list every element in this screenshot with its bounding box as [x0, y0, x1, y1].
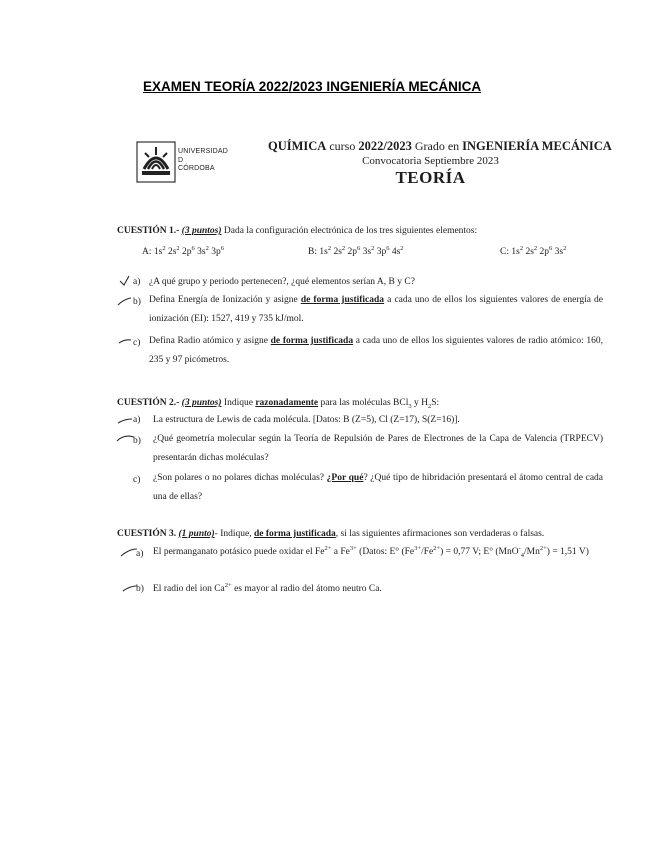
q3-a-text-3: (Datos: E° (Fe: [359, 547, 415, 557]
q1-label: CUESTIÓN 1.-: [117, 226, 180, 236]
q1-c-text-1: Defina Radio atómico y asigne: [149, 336, 268, 346]
q3-a-text-5: ) = 0,77 V; E° (MnO: [440, 547, 519, 557]
charge-sup: 2+: [224, 581, 232, 589]
formula-sub: 4: [520, 551, 525, 559]
q2-b-letter: b): [133, 436, 141, 446]
q3-points: (1 punto): [178, 529, 215, 539]
q3-a-text-4: /Fe: [421, 547, 434, 557]
q3-a-text-2: a Fe: [333, 547, 350, 557]
charge-sup: 2+: [324, 544, 332, 552]
course-year: 2022/2023: [358, 139, 412, 153]
check-mark-icon: [117, 436, 134, 441]
q1-config-b: B: $1s^2$ $2s^2$ $2p^6$ $3s^2$ $3p^6$ $4s^2$: [308, 244, 404, 257]
q3-a-text-6: /Mn: [524, 547, 540, 557]
q2-label: CUESTIÓN 2.-: [117, 398, 180, 408]
check-mark-icon: [119, 340, 131, 343]
q3-b-text-2: es mayor al radio del átomo neutro Ca.: [234, 584, 382, 594]
university-name-line: D: [178, 156, 184, 164]
check-mark-icon: [118, 298, 131, 305]
q3-a-letter: a): [136, 549, 144, 559]
q3-a-text-1: El permanganato potásico puede oxidar el Fe: [153, 547, 325, 557]
q2-prompt-sub2: 2: [427, 402, 432, 410]
page-title: EXAMEN TEORÍA 2022/2023 INGENIERÍA MECÁNICA: [143, 79, 482, 94]
q2-c-letter: c): [133, 475, 141, 485]
q2-prompt-2: para las moléculas BCl: [320, 398, 409, 408]
q2-c-emphasis: ¿Por qué: [326, 473, 364, 483]
config-label: B:: [308, 247, 317, 257]
q2-b-text: ¿Qué geometría molecular según la Teoría de Repulsión de Pares de Electrones de la Capa de Valencia (TRPECV) presentarán dichas moléculas?: [153, 434, 603, 463]
q1-b-letter: b): [133, 297, 141, 307]
q1-b-emphasis: de forma justificada: [300, 295, 385, 305]
q1-c-emphasis: de forma justificada: [270, 336, 354, 346]
q1-points: (3 puntos): [181, 226, 222, 236]
q3-prompt-emphasis: de forma justificada: [253, 529, 336, 539]
q3-prompt-2: , si las siguientes afirmaciones son verdaderas o falsas.: [335, 529, 545, 539]
q3-label: CUESTIÓN 3.: [117, 529, 177, 539]
q1-a-letter: a): [133, 277, 141, 287]
exam-type: TEORÍA: [395, 168, 466, 187]
q3-a-text-7: ) = 1,51 V): [546, 547, 589, 557]
q2-prompt-sub: 3: [408, 402, 412, 410]
exam-call: Convocatoria Septiembre 2023: [362, 155, 499, 167]
q3-b-letter: b): [136, 584, 144, 594]
q1-c-text-2: a cada uno de ellos los siguientes valores de radio atómico: 160, 235 y 97 picómetros.: [149, 336, 604, 365]
q1-config-c: C: $1s^2$ $2s^2$ $2p^6$ $3s^2$: [500, 244, 567, 257]
q3-prompt-1: - Indique,: [214, 529, 252, 539]
university-name-line: UNIVERSIDAD: [178, 148, 229, 155]
q2-c-text-1: ¿Son polares o no polares dichas moléculas?: [153, 473, 324, 483]
subject: QUÍMICA: [268, 139, 327, 153]
university-name-line: CÓRDOBA: [178, 165, 215, 172]
check-mark-icon: [120, 276, 129, 285]
q1-prompt: Dada la configuración electrónica de los tres siguientes elementos:: [223, 226, 478, 236]
q1-b-text-1: Defina Energía de Ionización y asigne: [149, 295, 298, 305]
charge-sup: 2+: [433, 544, 441, 552]
charge-sup: 3+: [414, 544, 422, 552]
q2-prompt-emphasis: razonadamente: [255, 398, 319, 408]
check-mark-icon: [121, 549, 137, 556]
charge-sup: -: [518, 544, 521, 552]
config-label: A:: [142, 247, 152, 257]
q1-a-text: ¿A qué grupo y periodo pertenecen?, ¿qué elementos serían A, B y C?: [149, 277, 415, 287]
check-mark-icon: [118, 419, 132, 423]
q2-prompt-4: S:: [431, 398, 440, 408]
q1-b-text-2: a cada uno de ellos los siguientes valores de energía de ionización (EI): 1527, 419 y 735 kJ/mol.: [149, 295, 604, 324]
q2-a-text: La estructura de Lewis de cada molécula. [Datos: B (Z=5), Cl (Z=17), S(Z=16)].: [153, 415, 460, 425]
q2-prompt-1: Indique: [223, 398, 253, 408]
q2-a-letter: a): [133, 415, 141, 425]
grade: INGENIERÍA MECÁNICA: [462, 139, 612, 153]
charge-sup: 3+: [349, 544, 357, 552]
q3-b-text-1: El radio del ion Ca: [153, 584, 225, 594]
q2-points: (3 puntos): [181, 398, 222, 408]
q1-config-a: A: $1s^2$ $2s^2$ $2p^6$ $3s^2$ $3p^6$: [142, 244, 224, 257]
q2-c-text-2: ? ¿Qué tipo de hibridación presentará el átomo central de cada una de ellas?: [153, 473, 603, 502]
q2-prompt-3: y H: [413, 398, 428, 408]
config-label: C:: [500, 247, 509, 257]
course-prefix: curso: [329, 139, 356, 153]
q1-c-letter: c): [133, 338, 141, 348]
check-mark-icon: [123, 586, 137, 591]
grade-prefix: Grado en: [414, 139, 460, 153]
charge-sup: 2+: [539, 544, 547, 552]
